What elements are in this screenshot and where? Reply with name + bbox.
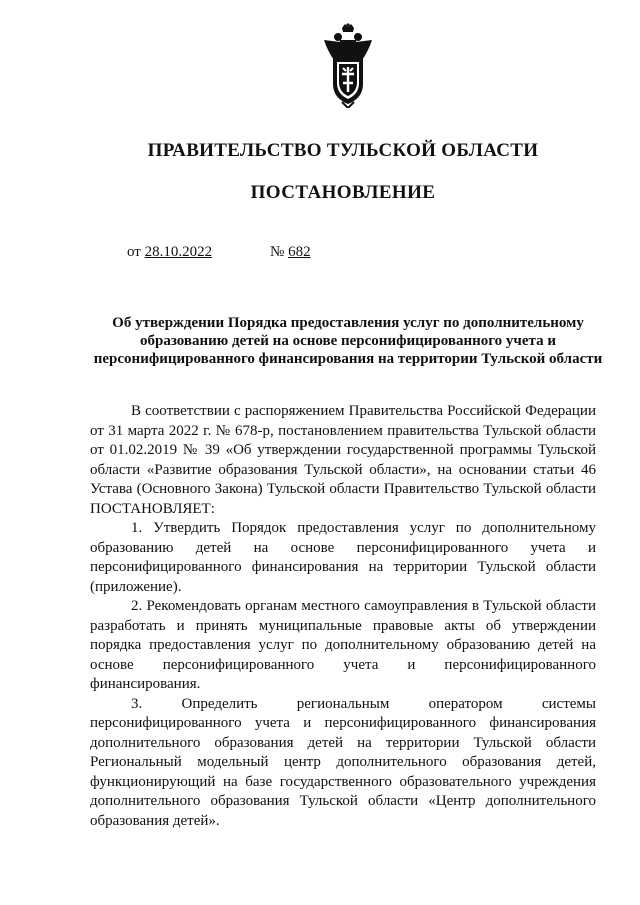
- tula-coat-of-arms-icon: [322, 22, 374, 108]
- government-title: ПРАВИТЕЛЬСТВО ТУЛЬСКОЙ ОБЛАСТИ: [147, 140, 539, 161]
- document-subject: Об утверждении Порядка предоставления услуг по дополнительному образованию детей на основе персонифицированного учета и персонифицированного финансирования на территории Тульской области: [93, 315, 603, 367]
- document-date: 28.10.2022: [144, 244, 213, 260]
- date-line: [127, 244, 212, 261]
- document-type-title: ПОСТАНОВЛЕНИЕ: [250, 182, 436, 203]
- clause-paragraph: 3. Определить региональным оператором системы персонифицированного учета и персонифицированного финансирования дополнительного образования детей на территории Тульской области Региональный модельный центр дополнительного образования детей, функционирующий на базе государственного образовательного учреждения дополнительного образования Тульской области «Центр дополнительного образования детей».: [90, 695, 596, 829]
- number-line: [270, 244, 311, 261]
- number-prefix: №: [270, 244, 285, 260]
- document-number: 682: [288, 244, 311, 260]
- clause-paragraph: 1. Утвердить Порядок предоставления услуг по дополнительному образованию детей на основе персонифицированного учета и персонифицированного финансирования на территории Тульской области (приложение).: [90, 520, 596, 595]
- preamble-paragraph: В соответствии с распоряжением Правительства Российской Федерации от 31 марта 2022 г. № 678-р, постановлением правительства Тульской области от 01.02.2019 № 39 «Об утверждении государственной программы Тульской области «Развитие образования Тульской области», на основании статьи 46 Устава (Основного Закона) Тульской области Правительство Тульской области ПОСТАНОВЛЯЕТ:: [90, 403, 596, 517]
- clause-paragraph: 2. Рекомендовать органам местного самоуправления в Тульской области разработать и принять муниципальные правовые акты об утверждении порядка предоставления услуг по дополнительному образованию детей на основе персонифицированного учета и персонифицированного финансирования.: [90, 598, 596, 692]
- document-body: [90, 402, 596, 831]
- date-prefix: от: [127, 244, 141, 260]
